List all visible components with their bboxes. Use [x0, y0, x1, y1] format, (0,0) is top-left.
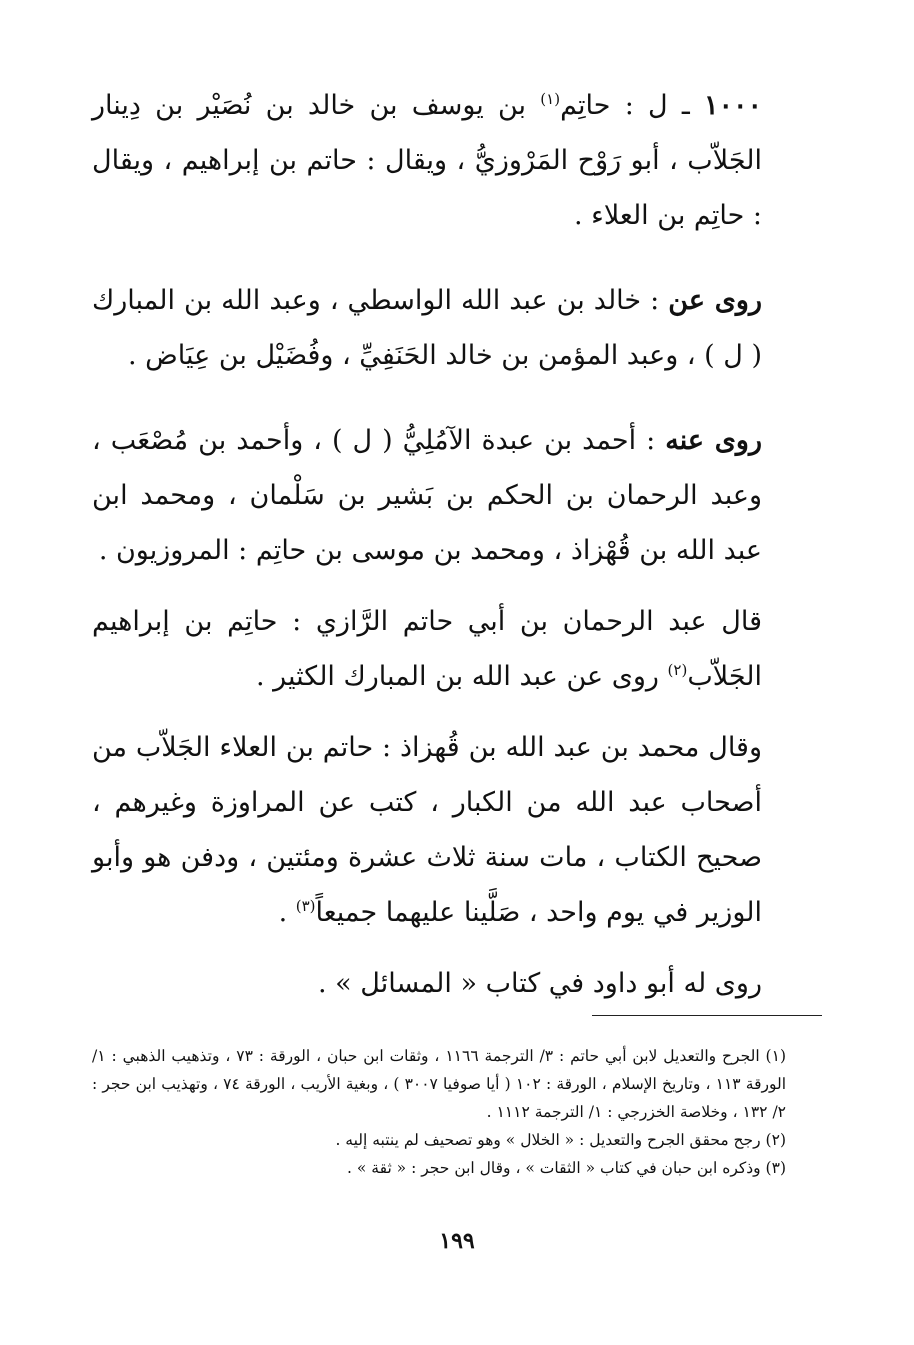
abi-hatim-quote-text-after: روى عن عبد الله بن المبارك الكثير . — [255, 661, 668, 692]
entry-number: ١٠٠٠ — [703, 90, 762, 121]
narrated-from-paragraph — [92, 273, 822, 383]
footnote-marker-3[interactable]: (٣) — [295, 897, 316, 915]
footnote-marker-2[interactable]: (٢) — [667, 661, 688, 679]
narrated-from-text: : خالد بن عبد الله الواسطي ، وعبد الله بن المبارك ( ل ) ، وعبد المؤمن بن خالد الحَنَفِيِّ ، وفُضَيْل بن عِيَاض . — [92, 285, 762, 371]
narrated-for-paragraph — [92, 956, 822, 1011]
footnote-marker-1[interactable]: (١) — [540, 90, 561, 108]
entry-heading-paragraph — [92, 78, 822, 243]
abi-hatim-quote-text: قال عبد الرحمان بن أبي حاتم الرَّازي : حاتِم بن إبراهيم الجَلاّب — [92, 606, 762, 692]
entry-text: ـ ل : حاتِم — [560, 90, 704, 121]
narrated-by-lead: روى عنه — [665, 425, 763, 456]
qahzad-quote-text: وقال محمد بن عبد الله بن قُهزاذ : حاتم بن العلاء الجَلاّب من أصحاب عبد الله من الكبار ، كتب عن المراوزة وغيرهم ، صحيح الكتاب ، مات سنة ثلاث عشرة ومئتين ، ودفن هو وأبو الوزير في يوم واحد ، صَلَّينا عليهما جميعاً — [92, 732, 762, 928]
footnote-3: (٣) وذكره ابن حبان في كتاب « الثقات » ، وقال ابن حجر : « ثقة » . — [347, 1159, 786, 1177]
entry-text-after: بن يوسف بن خالد بن نُصَيْر بن دِينار الجَلاّب ، أبو رَوْح المَرْوزيُّ ، ويقال : حاتم بن إبراهيم ، ويقال : حاتِم بن العلاء . — [92, 90, 762, 231]
narrated-by-text: : أحمد بن عبدة الآمُلِيُّ ( ل ) ، وأحمد بن مُصْعَب ، وعبد الرحمان بن الحكم بن بَشير بن سَلْمان ، ومحمد ابن عبد الله بن قُهْزاذ ، ومحمد بن موسى بن حاتِم : المروزيون . — [92, 425, 762, 566]
footnote-separator — [592, 1015, 822, 1016]
narrated-from-lead: روى عن — [668, 285, 763, 316]
page-number: ١٩٩ — [439, 1228, 475, 1254]
narrated-for-text: روى له أبو داود في كتاب « المسائل » . — [318, 968, 762, 999]
narrated-by-paragraph — [92, 413, 822, 578]
main-text — [92, 78, 822, 1011]
abi-hatim-quote-paragraph — [92, 594, 822, 704]
footnotes — [92, 1042, 822, 1182]
qahzad-quote-paragraph — [92, 720, 822, 940]
qahzad-quote-text-after: . — [278, 897, 296, 928]
footnote-1: (١) الجرح والتعديل لابن أبي حاتم : ٣/ الترجمة ١١٦٦ ، وثقات ابن حبان ، الورقة : ٧٣ ، وتذهيب الذهبي : ١/ الورقة ١١٣ ، وتاريخ الإسلام ، الورقة : ١٠٢ ( أيا صوفيا ٣٠٠٧ ) ، وبغية الأريب ، الورقة ٧٤ ، وتهذيب ابن حجر : ٢/ ١٣٢ ، وخلاصة الخزرجي : ١/ الترجمة ١١١٢ . — [92, 1047, 787, 1121]
footnote-2: (٢) رجح محقق الجرح والتعديل : « الخلال » وهو تصحيف لم ينتبه إليه . — [335, 1131, 786, 1149]
